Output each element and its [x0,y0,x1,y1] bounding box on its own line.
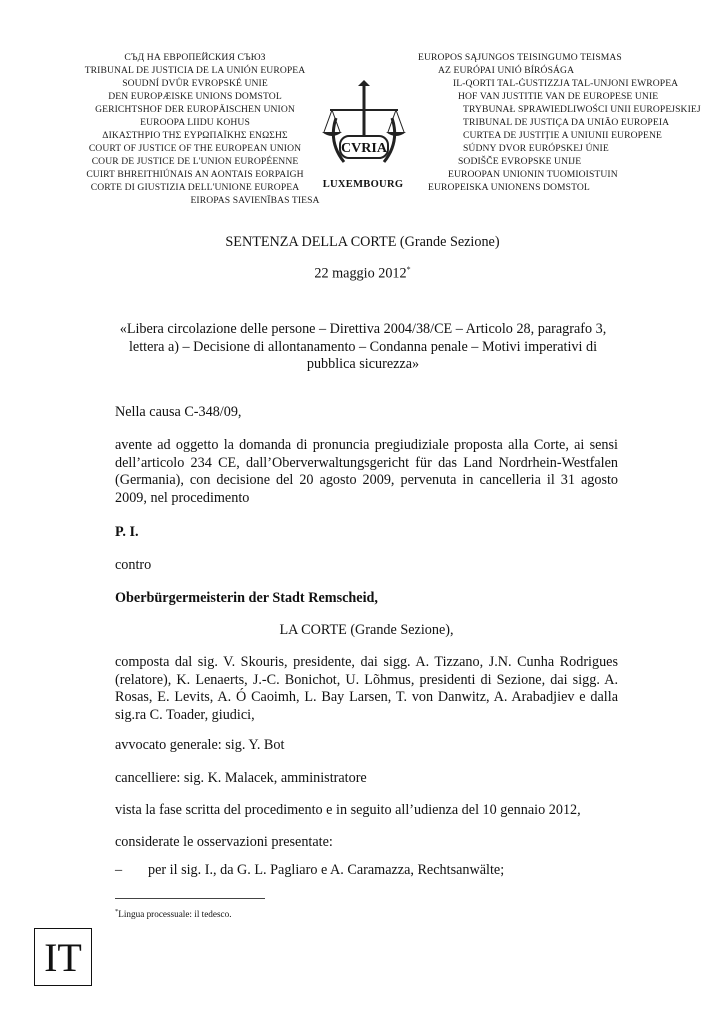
list-dash: – [115,862,123,878]
court-name-line: SÚDNY DVOR EURÓPSKEJ ÚNIE [463,143,609,154]
court-name-line: AZ EURÓPAI UNIÓ BÍRÓSÁGA [438,65,575,76]
versus-text: contro [115,557,152,573]
footnote-text: Lingua processuale: il tedesco. [118,909,232,920]
court-heading: LA CORTE (Grande Sezione), [279,622,454,638]
court-name-line: ΔΙΚΑΣΤΗΡΙΟ ΤΗΣ ΕΥΡΩΠΑΪΚΗΣ ΕΝΩΣΗΣ [102,130,288,141]
court-name-line: EUROPEISKA UNIONENS DOMSTOL [428,182,590,193]
court-name-line: CUIRT BHREITHIÚNAIS AN AONTAIS EORPAIGH [86,169,304,180]
court-location: LUXEMBOURG [322,179,404,190]
court-name-line: COURT OF JUSTICE OF THE EUROPEAN UNION [88,143,302,154]
curia-emblem-icon [318,80,410,180]
reference-paragraph: avente ad oggetto la domanda di pronuncia pregiudiziale proposta alla Corte, ai sensi dell’articolo 234 CE, dall’Oberverwaltungsgericht für das Land Nordrhein-Westfalen (Germania), con decisione del 20 agosto 2009, pervenuta in cancelleria il 31 agosto 2009, nel procedimento [115,437,618,506]
court-names-left [60,51,330,207]
observation-item: per il sig. I., da G. L. Pagliaro e A. Caramazza, Rechtsanwälte; [148,862,505,878]
court-name-line: СЪД НА ЕВРОПЕЙСКИЯ СЪЮЗ [124,52,266,63]
judgment-date [60,265,665,283]
advocate-general: avvocato generale: sig. Y. Bot [115,737,285,753]
observations-intro: considerate le osservazioni presentate: [115,834,333,850]
court-name-line: HOF VAN JUSTITIE VAN DE EUROPESE UNIE [458,91,659,102]
footnote [115,908,232,919]
emblem-text: CVRIA [341,141,387,156]
court-name-line: EUROOPA LIIDU KOHUS [140,117,250,128]
court-name-line: DEN EUROPÆISKE UNIONS DOMSTOL [108,91,282,102]
court-name-line: SODIŠČE EVROPSKE UNIJE [458,156,582,167]
court-name-line: EUROPOS SĄJUNGOS TEISINGUMO TEISMAS [418,52,622,63]
court-name-line: EUROOPAN UNIONIN TUOMIOISTUIN [448,169,618,180]
court-name-line: TRIBUNAL DE JUSTICIA DE LA UNIÓN EUROPEA [84,65,306,76]
party-applicant: P. I. [115,524,139,540]
language-code-box [34,928,92,986]
judgment-title: SENTENZA DELLA CORTE (Grande Sezione) [225,234,500,250]
court-name-line: CORTE DI GIUSTIZIA DELL'UNIONE EUROPEA [90,182,300,193]
court-names-right [408,51,708,194]
party-defendant: Oberbürgermeisterin der Stadt Remscheid, [115,590,378,606]
registrar: cancelliere: sig. K. Malacek, amministratore [115,770,367,786]
procedure-paragraph: vista la fase scritta del procedimento e in seguito all’udienza del 10 gennaio 2012, [115,802,581,818]
court-name-line: IL-QORTI TAL-ĠUSTIZZJA TAL-UNJONI EWROPEA [453,78,679,89]
court-name-line: EIROPAS SAVIENĪBAS TIESA [190,195,320,206]
language-code: IT [44,934,82,980]
footnote-marker: * [406,265,411,274]
court-name-line: TRIBUNAL DE JUSTIÇA DA UNIÃO EUROPEIA [463,117,670,128]
court-name-line: GERICHTSHOF DER EUROPÄISCHEN UNION [95,104,295,115]
court-name-line: TRYBUNAŁ SPRAWIEDLIWOŚCI UNII EUROPEJSKIEJ [463,104,701,115]
subject-keywords: «Libera circolazione delle persone – Direttiva 2004/38/CE – Articolo 28, paragrafo 3, lettera a) – Decisione di allontanamento – Condanna penale – Motivi imperativi di pubblica sicurezza» [119,321,607,372]
court-name-line: SOUDNÍ DVŮR EVROPSKÉ UNIE [122,78,268,89]
date-text: 22 maggio 2012 [314,265,407,282]
court-name-line: COUR DE JUSTICE DE L'UNION EUROPÉENNE [91,156,299,167]
footnote-marker: * [115,908,119,915]
case-number: Nella causa C-348/09, [115,404,242,420]
court-composition: composta dal sig. V. Skouris, presidente, dai sigg. A. Tizzano, J.N. Cunha Rodrigues (relatore), K. Lenaerts, J.-C. Bonichot, U. Lõhmus, presidenti di Sezione, dai sigg. A. Rosas, E. Levits, A. Ó Caoimh, L. Bay Larsen, T. von Danwitz, A. Arabadjiev e dalla sig.ra C. Toader, giudici, [115,654,618,723]
footnote-divider [115,898,265,899]
court-name-line: CURTEA DE JUSTIȚIE A UNIUNII EUROPENE [463,130,662,141]
